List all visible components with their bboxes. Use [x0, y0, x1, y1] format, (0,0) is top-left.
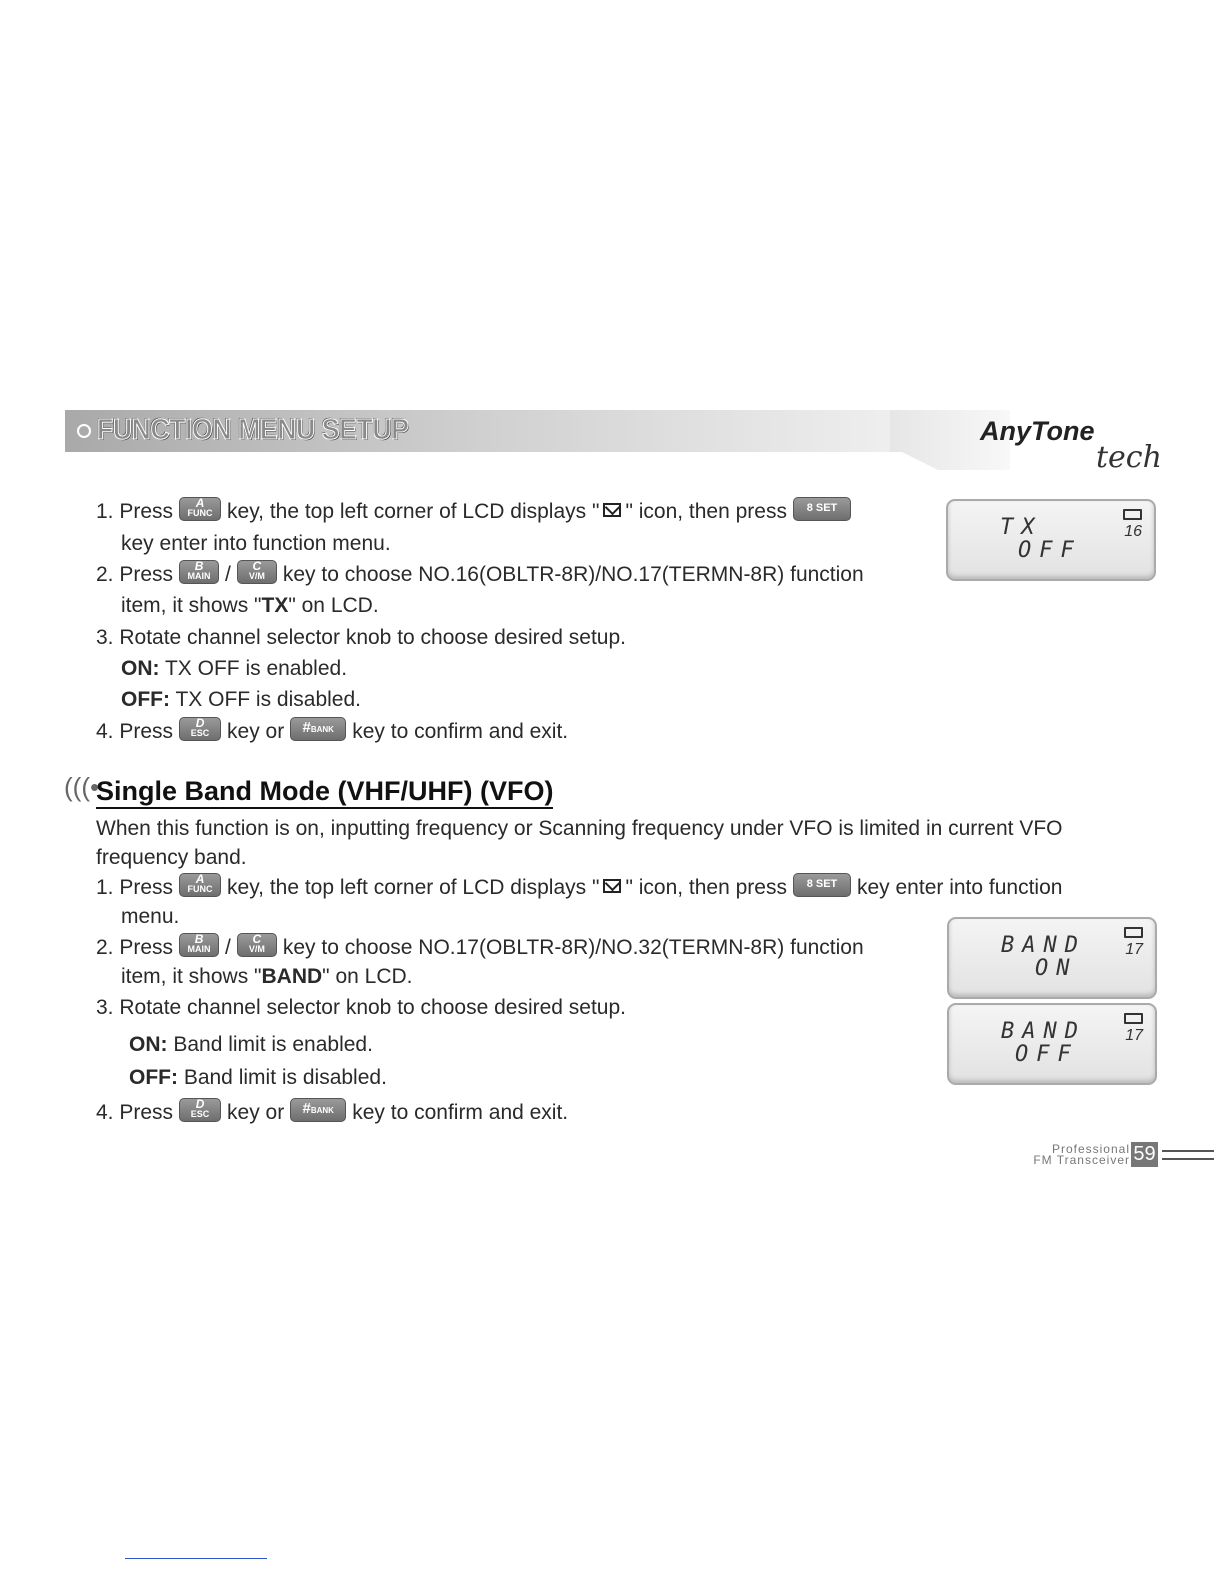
lcd-line2: OFF — [1015, 1042, 1079, 1067]
step-3: 3. Rotate channel selector knob to choose desired setup. — [96, 626, 627, 649]
lcd-tx-off — [946, 499, 1156, 581]
footer-rule — [1162, 1150, 1214, 1152]
esc-key-icon: D ESC — [179, 1098, 221, 1122]
option-off: OFF: Band limit is disabled. — [129, 1066, 387, 1089]
lcd-menu-number: 16 — [1124, 523, 1142, 540]
main-key-icon: B MAIN — [179, 933, 219, 957]
section-heading: Single Band Mode (VHF/UHF) (VFO) — [96, 776, 553, 809]
lcd-band-off — [947, 1003, 1157, 1085]
footer-line1: Professional — [1051, 1142, 1130, 1156]
lcd-line1: BAND — [1001, 1019, 1086, 1044]
esc-key-icon: D ESC — [179, 717, 221, 741]
battery-icon — [1124, 1013, 1143, 1024]
vm-key-icon: C V/M — [237, 560, 277, 584]
page-number: 59 — [1131, 1142, 1158, 1167]
lcd-line2: OFF — [1018, 538, 1082, 563]
step-2: 2. Press B MAIN / C V/M key to choose NO.17(OBLTR-8R)/NO.32(TERMN-8R) function — [96, 932, 864, 959]
footer-label — [1010, 1144, 1130, 1166]
step-3: 3. Rotate channel selector knob to choose desired setup. — [96, 996, 627, 1019]
step-2-cont: item, it shows "BAND" on LCD. — [121, 965, 413, 988]
footer-rule — [1162, 1158, 1214, 1160]
intro-text: When this function is on, inputting frequency or Scanning frequency under VFO is limited in current VFO — [96, 817, 1063, 840]
envelope-icon — [603, 503, 621, 517]
page-title: FUNCTION MENU SETUP — [97, 414, 409, 446]
lcd-menu-number: 17 — [1125, 941, 1143, 958]
set-key-icon: 8 SET — [793, 497, 851, 521]
func-key-icon: A FUNC — [179, 497, 221, 521]
bank-key-icon: #BANK — [290, 717, 346, 741]
signal-waves-icon: (((• — [64, 772, 100, 802]
main-key-icon: B MAIN — [179, 560, 219, 584]
option-on: ON: TX OFF is enabled. — [121, 657, 348, 680]
header-bullet-icon — [77, 424, 91, 438]
step-1: 1. Press A FUNC key, the top left corner of LCD displays " " icon, then press 8 SET — [96, 500, 857, 524]
battery-icon — [1123, 509, 1142, 520]
step-4: 4. Press D ESC key or #BANK key to confirm and exit. — [96, 716, 569, 743]
option-on: ON: Band limit is enabled. — [129, 1033, 373, 1056]
step-1-cont: menu. — [121, 905, 180, 928]
step-2: 2. Press B MAIN / C V/M key to choose NO.16(OBLTR-8R)/NO.17(TERMN-8R) function — [96, 559, 864, 586]
step-1: 1. Press A FUNC key, the top left corner of LCD displays " " icon, then press 8 SET key enter into function — [96, 872, 1063, 899]
divider-line — [125, 1558, 267, 1559]
intro-text-cont: frequency band. — [96, 846, 247, 869]
envelope-icon — [603, 879, 621, 893]
set-key-icon: 8 SET — [793, 873, 851, 897]
brand-logo-sub: tech — [1096, 440, 1162, 475]
lcd-line1: BAND — [1001, 933, 1086, 958]
bank-key-icon: #BANK — [290, 1098, 346, 1122]
func-key-icon: A FUNC — [179, 873, 221, 897]
step-1-cont: key enter into function menu. — [121, 532, 391, 555]
lcd-line1: TX — [1000, 515, 1043, 540]
step-4: 4. Press D ESC key or #BANK key to confirm and exit. — [96, 1097, 569, 1124]
lcd-line2: ON — [1035, 956, 1078, 981]
step-2-cont: item, it shows "TX" on LCD. — [121, 594, 379, 617]
footer-line2: FM Transceiver — [1033, 1153, 1130, 1167]
battery-icon — [1124, 927, 1143, 938]
lcd-band-on — [947, 917, 1157, 999]
option-off: OFF: TX OFF is disabled. — [121, 688, 361, 711]
lcd-menu-number: 17 — [1125, 1027, 1143, 1044]
vm-key-icon: C V/M — [237, 933, 277, 957]
brand-logo: AnyTone — [980, 416, 1095, 446]
